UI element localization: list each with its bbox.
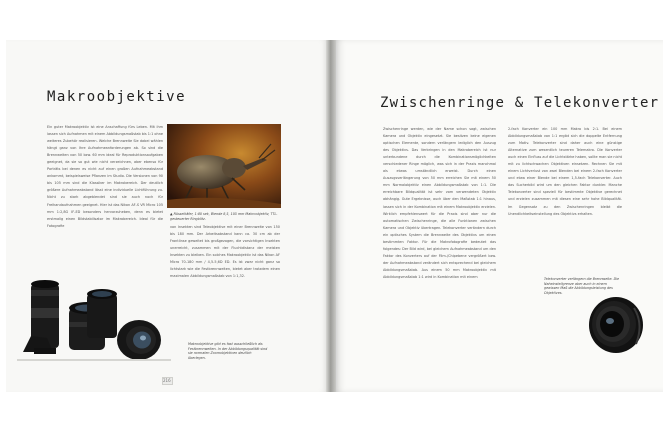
left-body-paragraph-2: von Insekten sind Teleobjektive mit einer Brennweite von 150 bis 180 mm. Der Arbeitsabstand kann ca. 30 cm ab der Frontlinse geweitet bis großgezogen, die vorsichtigen Insekten unerreicht, zusammen mit der Fluchtdistanz der meisten Insekten zu bleiben. Ein solches Makroobjektiv ist das Nikon AF Micro 70-180 mm / 4,5-5,6D ED. Es ist zwar nicht ganz so lichtstark wie die Festbrennweiten, bietet aber trotzdem einen maximalen Abbildungsmaßstab von 1:1,32. [170, 225, 280, 279]
macro-lenses-photo [17, 278, 171, 364]
lens-caption: Makroobjektive gibt es fast ausschließlich als Festbrennweiten. In der Abbildungsqualität sind sie normalen Zoomobjektiven deutlich überlegen. [188, 342, 268, 360]
converter-caption: Telekonverter verlängern die Brennweite. Die Naheinstellgrenze aber auch in einem gewissen Maß die Abbildungsleistung des Objektives. [544, 277, 620, 295]
teleconverter-photo [586, 294, 646, 356]
right-column-1 [383, 126, 496, 281]
right-column-2-paragraph: 2-fach Konverter ein 100 mm Makro bis 2:1. Bei einem Abbildungsmaßstab von 1:1 ergibt sich die doppelte Entfernung zum Motiv. Telekonverter sind daher auch eine günstige Alternative zum wesentlich teureren Telemakro. Die Konverter auch einen Einfluss auf die Lichtstärke haben, sollte man sie nicht mit zu lichtschwachen Objektiven einsetzen. Rechnen Sie mit einem Lichtverlust von zwei Blenden bei einem 2-fach Konverter und etwa einer Blende bei einem 1,5-fach Telekonverter. Auch das Sucherbild wird um den gleichen Faktor dunkler. Manche Telekonverter sind speziell für bestimmte Objektive gerechnet und erzielen zusammen mit diesen eine sehr hohe Bildqualität. Im Gegensatz zu den Zwischenringen bleibt die Unendlichkeitseinstellung des Objektivs erhalten. [508, 127, 622, 216]
page-number: 216 [163, 378, 171, 383]
left-body-text [47, 124, 163, 230]
right-page-heading: Zwischenringe & Telekonverter [380, 95, 660, 111]
left-page-heading: Makroobjektive [47, 89, 187, 105]
beetle-photo [167, 124, 281, 208]
book-gutter [326, 40, 336, 392]
right-column-1-paragraph: Zwischenringe werden, wie der Name schon sagt, zwischen Kamera und Objektiv eingesetzt. Sie besitzen keine eigenen optischen Elemente, sondern verlängern lediglich den Auszug des Objektivs. Das Verbringen in den Makrobereich ist nur unterbundene durch die Kombinationsmöglichkeiten verschiedener Ringe möglich, was sich in der Praxis manchmal als etwas umständlich erweist. Durch einen Auszugsverlängerung von 50 mm erreichen Sie mit einem 50 mm Normalobjektiv einen Abbildungsmaßstab von 1:1. Die erreichbare Bildqualität ist sehr vom verwendeten Objektiv abhängig. Gute Ergebnisse, auch über den Maßstab 1:1 hinaus, lassen sich in der Kombination mit einem Makroobjektiv erzielen. Wirklich empfehlenswert für die Praxis sind aber nur die automatischen Zwischenringe, die alle Funktionen zwischen Kamera und Objektiv übertragen. Telekonverter verändern durch ein optisches System die Brennweite des Objektivs um einen bestimmten Faktor. Für die Makrofotografie bedeutet das folgendes: Der Bild wird, bei gleichem Aufnahmeabstand um den Faktor des Konverters auf der Film-/Chipebene vergrößert bzw. der Aufnahmeabstand verändert sich entsprechend bei gleichem Abbildungsmaßstab. Aus einem 50 mm Makroobjektiv mit Abbildungsmaßstab 1:1 wird in Kombination mit einem [383, 127, 496, 279]
left-body-text-2 [170, 224, 280, 280]
left-body-paragraph: Ein guter Makroobjektiv ist eine Anschaffung fürs Leben. Mit ihm lassen sich Aufnahmen mit einem Abbildungsmaßstab bis 1:1 ohne weiteres Zubehör realisieren. Welche Brennweite Sie dabei wählen hängt ganz von Ihre Aufnahmeanforderungen ab. So sind die Brennweiten von 50 bzw. 60 mm ideal für Reproduktionsaufgaben geeignet, da sie so gut wie nicht verzeichnen, aber ebenso für Porträts bei denen es nicht auf einen großen Aufnahmeabstand ankommt, beispielsweise Pflanzen im Studio. Die Versionen von 90 bis 105 mm sind die Klassiker im Makrobereich. Der deutlich größere Aufnahmeabstand lässt eine individuelle Lichtführung zu. Nicht zu stark abgeblendet sind sie auch noch für Freihandaufnahmen geeignet. Hier ist das Nikon AF-S VR Micro 105 mm 1:2,8G IF-ED besonders hervorzuheben, denn es bietet erstmalig einen Bildstabilisator im Makrobereich. Ideal für die Fotografie [47, 125, 163, 228]
right-column-2 [508, 126, 622, 218]
beetle-caption: ▲ Rüsselkäfer, 1:80 sek, Blende 8,5, 105 mm Makroobjektiv, TTL-gesteuerter Ringblitz. [170, 212, 278, 221]
